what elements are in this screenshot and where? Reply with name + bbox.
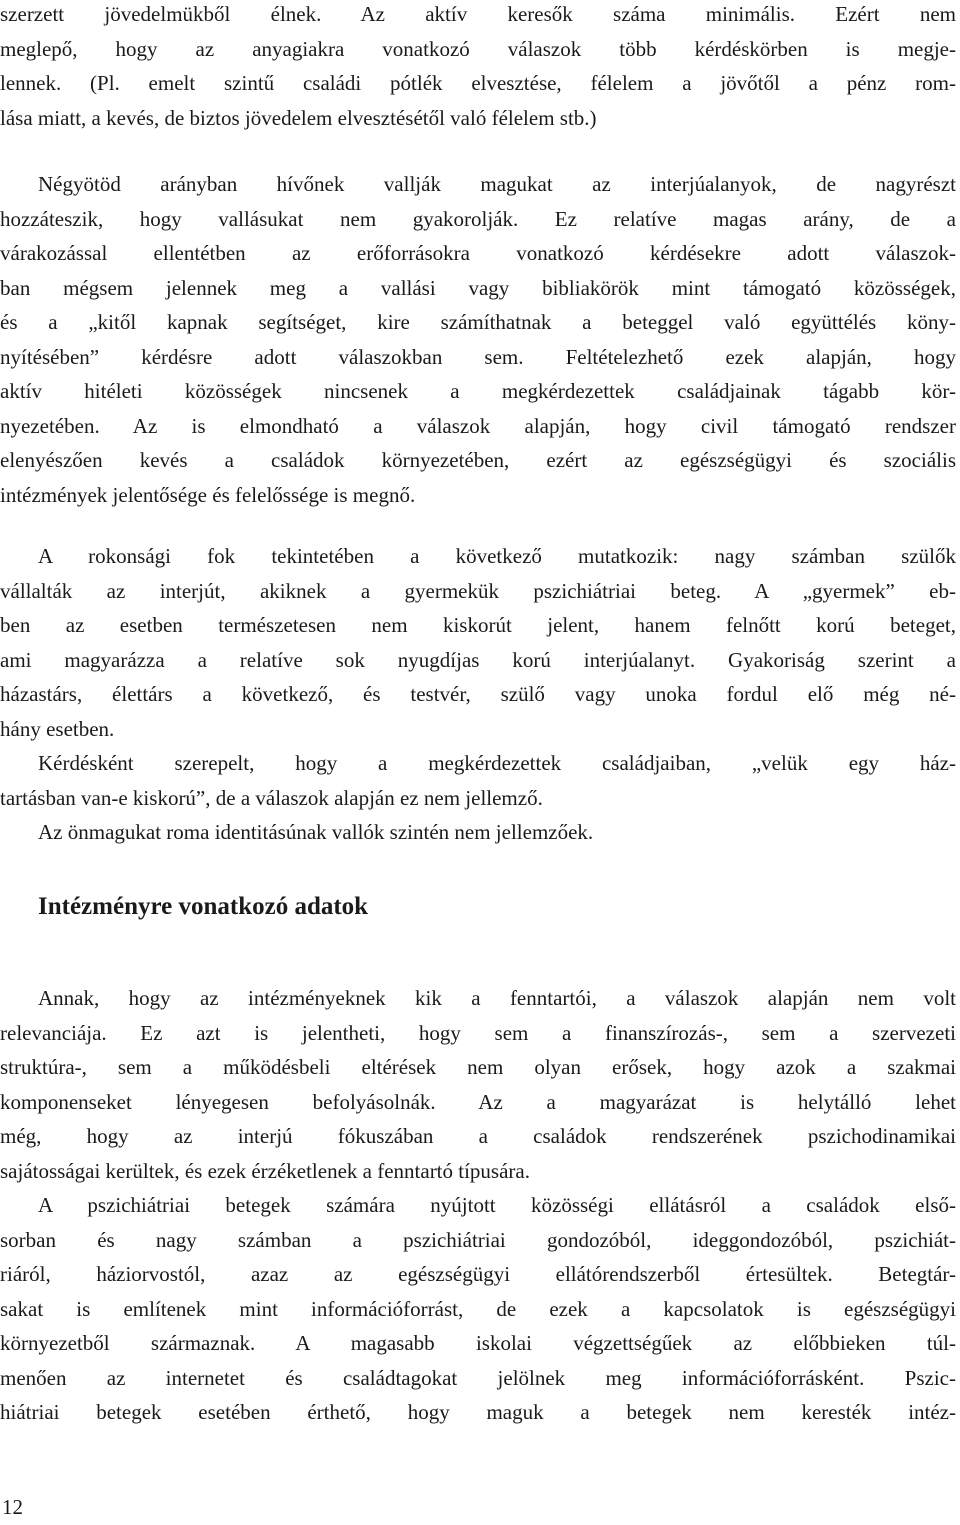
text-line: hány esetben.: [0, 716, 115, 741]
paragraph-institutions: [0, 981, 956, 1188]
text-line: A rokonsági fok tekintetében a következő mutatkozik: nagy számban szülők: [38, 544, 956, 568]
text-line: még, hogy az interjú fókuszában a családok rendszerének pszichodinamikai: [0, 1124, 956, 1148]
text-line: nyezetében. Az is elmondható a válaszok alapján, hogy civil támogató rendszer: [0, 413, 956, 438]
text-line: szerzett jövedelmükből élnek. Az aktív keresők száma minimális. Ezért nem: [0, 2, 956, 26]
paragraph-roma: [0, 815, 956, 850]
text-line: Kérdésként szerepelt, hogy a megkérdezettek családjaiban, „velük egy ház-: [38, 751, 956, 775]
text-line: intézmények jelentősége és felelőssége is megnő.: [0, 482, 416, 507]
text-line: hozzáteszik, hogy vallásukat nem gyakorolják. Ez relatíve magas arány, de a: [0, 206, 956, 231]
paragraph-income: [0, 0, 956, 135]
text-line: riáról, háziorvostól, azaz az egészségügyi ellátórendszerből értesültek. Betegtár-: [0, 1262, 956, 1286]
page-number: 12: [2, 1495, 23, 1519]
text-line: lennek. (Pl. emelt szintű családi pótlék elvesztése, félelem a jövőtől a pénz rom-: [0, 71, 956, 95]
text-line: struktúra-, sem a működésbeli eltérések nem olyan erősek, hogy azok a szakmai: [0, 1055, 956, 1079]
text-line: várakozással ellentétben az erőforrásokra vonatkozó kérdésekre adott válaszok-: [0, 241, 956, 265]
text-line: ben az esetben természetesen nem kiskorút jelent, hanem felnőtt korú beteget,: [0, 613, 956, 637]
paragraph-kinship: [0, 539, 956, 746]
text-line: sajátosságai kerültek, és ezek érzéketlenek a fenntartó típusára.: [0, 1158, 530, 1183]
text-line: nyítésében” kérdésre adott válaszokban sem. Feltételezhető ezek alapján, hogy: [0, 344, 956, 369]
text-line: vállalták az interjút, akiknek a gyermekük pszichiátriai beteg. A „gyermek” eb-: [0, 578, 956, 603]
text-line: házastárs, élettárs a következő, és testvér, szülő vagy unoka fordul elő még né-: [0, 682, 956, 706]
text-line: lása miatt, a kevés, de biztos jövedelem elvesztésétől való félelem stb.): [0, 105, 597, 130]
text-line: és a „kitől kapnak segítséget, kire számíthatnak a beteggel való együttélés köny-: [0, 310, 956, 334]
text-line: meglepő, hogy az anyagiakra vonatkozó válaszok több kérdéskörben is megje-: [0, 36, 956, 61]
text-line: ami magyarázza a relatíve sok nyugdíjas korú interjúalanyt. Gyakoriság szerint a: [0, 647, 956, 672]
section-heading: Intézményre vonatkozó adatok: [38, 893, 369, 920]
text-line: elenyészően kevés a családok környezetében, ezért az egészségügyi és szociális: [0, 448, 956, 472]
text-line: tartásban van-e kiskorú”, de a válaszok alapján ez nem jellemző.: [0, 785, 543, 810]
text-line: környezetből származnak. A magasabb iskolai végzettségűek az előbbieken túl-: [0, 1331, 956, 1355]
text-line: aktív hitéleti közösségek nincsenek a megkérdezettek családjainak tágabb kör-: [0, 379, 956, 403]
text-line: A pszichiátriai betegek számára nyújtott közösségi ellátásról a családok első-: [38, 1193, 956, 1217]
text-line: Annak, hogy az intézményeknek kik a fenntartói, a válaszok alapján nem volt: [38, 986, 956, 1010]
text-line: komponenseket lényegesen befolyásolnák. Az a magyarázat is helytálló lehet: [0, 1089, 956, 1114]
text-line: ban mégsem jelennek meg a vallási vagy bibliakörök mint támogató közösségek,: [0, 275, 956, 300]
text-line: menően az internetet és családtagokat jelölnek meg információforrásként. Pszic-: [0, 1365, 956, 1390]
text-line: Az önmagukat roma identitásúnak vallók szintén nem jellemzőek.: [38, 820, 594, 844]
text-line: sorban és nagy számban a pszichiátriai gondozóból, ideggondozóból, pszichiát-: [0, 1227, 956, 1252]
paragraph-religion: [0, 167, 956, 512]
text-line: Négyötöd arányban hívőnek vallják magukat az interjúalanyok, de nagyrészt: [38, 172, 956, 196]
paragraph-minors: [0, 746, 956, 815]
paragraph-information: [0, 1188, 956, 1430]
text-line: sakat is említenek mint információforrást, de ezek a kapcsolatok is egészségügyi: [0, 1296, 956, 1321]
text-line: hiátriai betegek esetében érthető, hogy maguk a betegek nem keresték intéz-: [0, 1400, 956, 1424]
text-line: relevanciája. Ez azt is jelentheti, hogy sem a finanszírozás-, sem a szervezeti: [0, 1020, 956, 1045]
